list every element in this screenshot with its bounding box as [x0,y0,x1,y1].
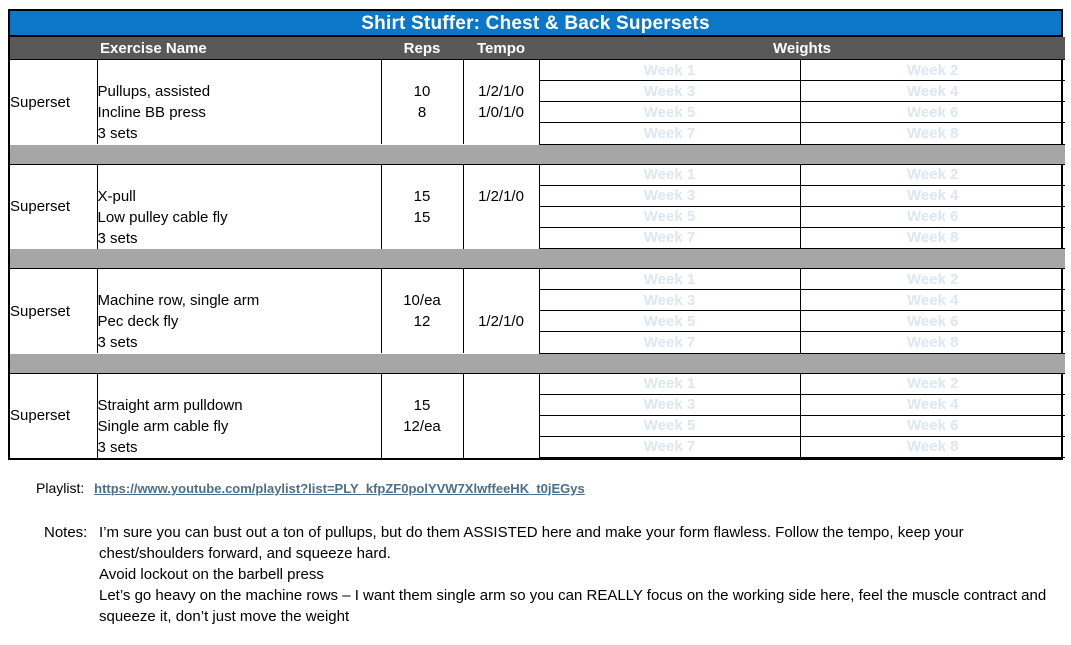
week-weight-cell[interactable]: Week 1 [539,269,800,290]
exercise-list [97,60,381,145]
separator-cell [10,249,1065,269]
separator-row [10,249,1065,269]
exercise-list [97,269,381,354]
week-weight-cell[interactable]: Week 4 [800,290,1065,311]
tempo-value: 1/2/1/0 [478,187,524,205]
week-weight-cell[interactable]: Week 8 [800,227,1065,248]
week-weight-cell[interactable]: Week 2 [800,164,1065,185]
superset-row [10,60,1065,81]
exercise-table [10,37,1065,458]
week-weight-cell[interactable]: Week 5 [539,206,800,227]
exercise-name: Straight arm pulldown [97,396,243,414]
reps-cell [381,269,463,354]
tempo-value: 1/0/1/0 [478,104,524,121]
notes-line: Avoid lockout on the barbell press [99,566,324,583]
exercise-name: Pec deck fly [97,313,179,330]
superset-label: Superset [10,269,97,354]
exercise-name: Machine row, single arm [97,292,260,309]
superset-label: Superset [10,373,97,458]
separator-cell [10,144,1065,164]
superset-label: Superset [10,60,97,145]
reps-cell [381,60,463,145]
superset-row [10,164,1065,185]
header-exercise-name: Exercise Name [97,37,381,60]
week-weight-cell[interactable]: Week 8 [800,123,1065,144]
playlist-link[interactable]: https://www.youtube.com/playlist?list=PLY_kfpZF0polYVW7XlwffeeHK_t0jEGys [94,481,585,496]
tempo-cell [463,269,539,354]
sets-count: 3 sets [97,125,138,142]
week-weight-cell[interactable]: Week 5 [539,311,800,332]
exercise-list [97,164,381,249]
notes-line: Let’s go heavy on the machine rows – I want them single arm so you can REALLY focus on the working side here, feel the muscle contract and squeeze it, don’t just move the weight [99,587,1047,625]
reps-value: 10/ea [403,292,441,309]
week-weight-cell[interactable]: Week 6 [800,311,1065,332]
week-weight-cell[interactable]: Week 4 [800,81,1065,102]
tempo-cell [463,164,539,249]
week-weight-cell[interactable]: Week 4 [800,185,1065,206]
exercise-name: Incline BB press [97,104,206,121]
week-weight-cell[interactable]: Week 8 [800,332,1065,353]
reps-value: 15 [413,208,431,226]
sets-count: 3 sets [97,334,138,351]
week-weight-cell[interactable]: Week 1 [539,60,800,81]
workout-sheet [8,9,1063,460]
notes-label: Notes: [44,524,88,541]
week-weight-cell[interactable]: Week 5 [539,415,800,436]
sets-count: 3 sets [97,229,138,247]
week-weight-cell[interactable]: Week 3 [539,290,800,311]
reps-value: 15 [413,187,431,205]
week-weight-cell[interactable]: Week 1 [539,373,800,394]
reps-value: 15 [413,396,431,414]
separator-cell [10,353,1065,373]
week-weight-cell[interactable]: Week 7 [539,332,800,353]
week-weight-cell[interactable]: Week 2 [800,269,1065,290]
sets-count: 3 sets [97,438,138,456]
reps-cell [381,373,463,458]
notes-line: I’m sure you can bust out a ton of pullups, but do them ASSISTED here and make your form flawless. Follow the tempo, keep your chest/shoulders forward, and squeeze hard. [99,524,964,562]
exercise-name: Single arm cable fly [97,417,229,435]
reps-value: 12 [413,313,431,330]
week-weight-cell[interactable]: Week 2 [800,60,1065,81]
week-weight-cell[interactable]: Week 7 [539,123,800,144]
week-weight-cell[interactable]: Week 3 [539,185,800,206]
notes-body [99,522,1054,627]
tempo-cell [463,373,539,458]
playlist-line [36,480,585,496]
exercise-list [97,373,381,458]
reps-value: 10 [413,83,431,100]
week-weight-cell[interactable]: Week 6 [800,102,1065,123]
sheet-title: Shirt Stuffer: Chest & Back Supersets [10,11,1061,37]
header-weights: Weights [539,37,1065,60]
exercise-name: Low pulley cable fly [97,208,228,226]
exercise-name: X-pull [97,187,136,205]
week-weight-cell[interactable]: Week 8 [800,436,1065,457]
separator-row [10,144,1065,164]
exercise-name: Pullups, assisted [97,83,211,100]
playlist-label: Playlist: [36,480,85,496]
week-weight-cell[interactable]: Week 5 [539,102,800,123]
tempo-value: 1/2/1/0 [478,83,524,100]
header-reps: Reps [381,37,463,60]
week-weight-cell[interactable]: Week 2 [800,373,1065,394]
header-row [10,37,1065,60]
week-weight-cell[interactable]: Week 7 [539,436,800,457]
reps-value: 12/ea [403,417,441,435]
week-weight-cell[interactable]: Week 6 [800,206,1065,227]
superset-row [10,269,1065,290]
tempo-value: 1/2/1/0 [478,313,524,330]
header-tempo: Tempo [463,37,539,60]
week-weight-cell[interactable]: Week 1 [539,164,800,185]
week-weight-cell[interactable]: Week 3 [539,394,800,415]
superset-row [10,373,1065,394]
week-weight-cell[interactable]: Week 3 [539,81,800,102]
reps-cell [381,164,463,249]
week-weight-cell[interactable]: Week 4 [800,394,1065,415]
notes-section [44,522,1054,627]
tempo-cell [463,60,539,145]
separator-row [10,353,1065,373]
week-weight-cell[interactable]: Week 6 [800,415,1065,436]
reps-value: 8 [417,104,427,121]
week-weight-cell[interactable]: Week 7 [539,227,800,248]
superset-label: Superset [10,164,97,249]
